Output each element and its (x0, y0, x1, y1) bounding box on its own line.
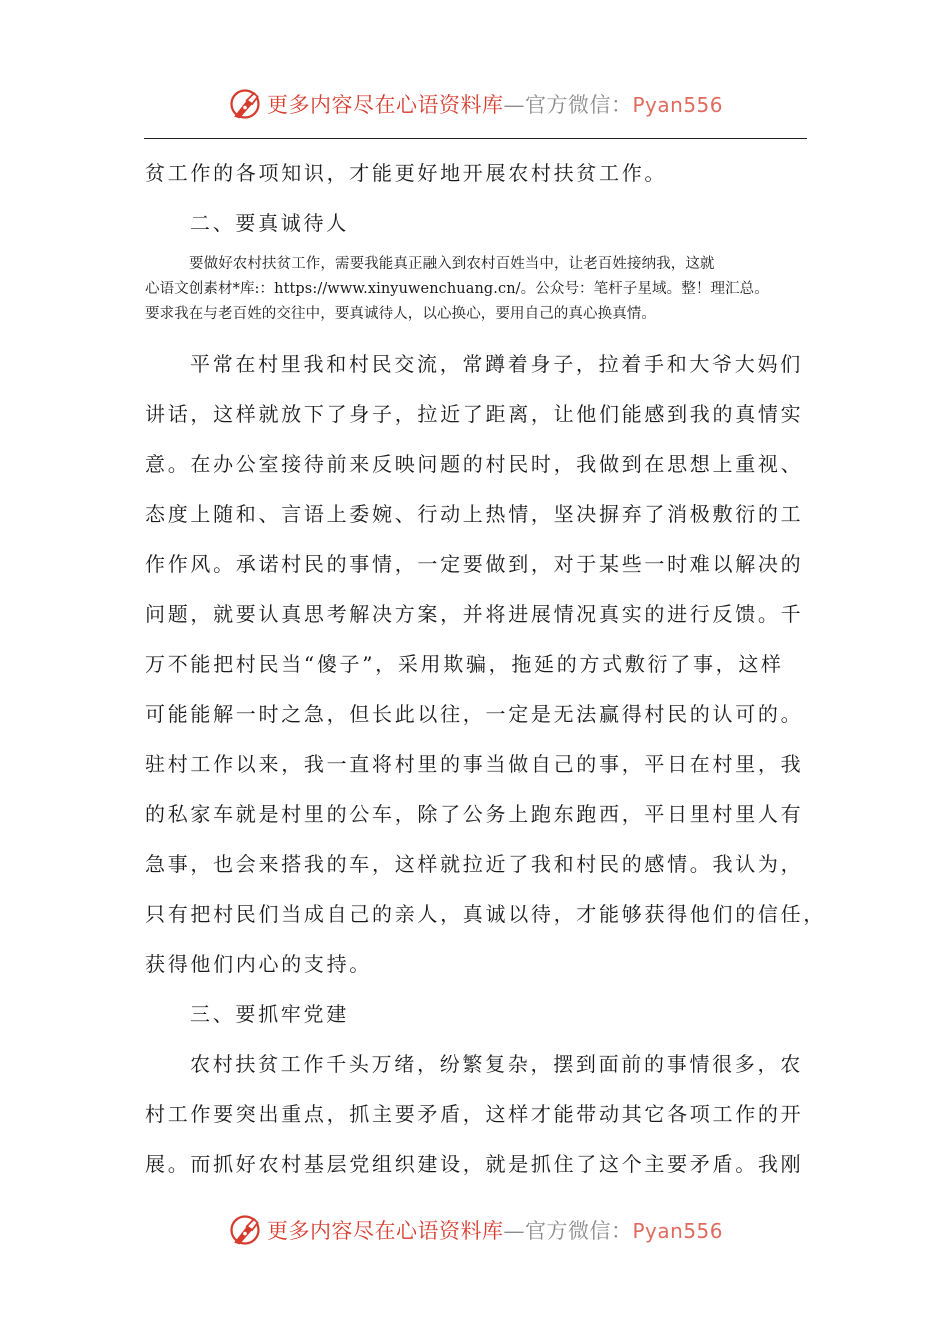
paragraph-line: 态度上随和、言语上委婉、行动上热情，坚决摒弃了消极敷衍的工 (145, 502, 804, 526)
banner-text (267, 89, 723, 119)
banner-part2: 官方微信： (524, 1219, 633, 1243)
header-divider (144, 138, 807, 139)
banner-wechat-id: Pyan556 (632, 1219, 723, 1243)
banner-part1: 更多内容尽在心语资料库 (266, 1219, 504, 1243)
banner-text (267, 1215, 723, 1245)
paragraph-line: 驻村工作以来，我一直将村里的事当做自己的事，平日在村里，我 (145, 752, 804, 776)
paragraph-continuation: 贫工作的各项知识，才能更好地开展农村扶贫工作。 (145, 161, 668, 185)
header-banner (0, 82, 950, 126)
paragraph-line: 问题，就要认真思考解决方案，并将进展情况真实的进行反馈。千 (145, 602, 804, 626)
pen-nib-logo-icon (227, 1212, 263, 1248)
paragraph-line: 农村扶贫工作千头万绪，纷繁复杂，摆到面前的事情很多，农 (190, 1052, 803, 1076)
paragraph-line: 村工作要突出重点，抓主要矛盾，这样才能带动其它各项工作的开 (145, 1102, 804, 1126)
pen-nib-logo-icon (227, 86, 263, 122)
paragraph-line: 急事，也会来搭我的车，这样就拉近了我和村民的感情。我认为， (145, 852, 804, 876)
small-text-block (145, 252, 810, 327)
paragraph-line: 的私家车就是村里的公车，除了公务上跑东跑西，平日里村里人有 (145, 802, 804, 826)
banner-dash: — (503, 93, 525, 117)
small-line-source: 心语文创素材*库:：https://www.xinyuwenchuang.cn/。公众号：笔杆子星域。整！理汇总。 (145, 281, 769, 297)
footer-banner (0, 1208, 950, 1252)
paragraph-line: 可能能解一时之急，但长此以往，一定是无法赢得村民的认可的。 (145, 702, 804, 726)
paragraph-line: 平常在村里我和村民交流，常蹲着身子，拉着手和大爷大妈们 (190, 352, 803, 376)
small-line: 要求我在与老百姓的交往中，要真诚待人，以心换心，要用自己的真心换真情。 (145, 306, 656, 322)
paragraph-line: 展。而抓好农村基层党组织建设，就是抓住了这个主要矛盾。我刚 (145, 1152, 804, 1176)
paragraph-line: 只有把村民们当成自己的亲人，真诚以待，才能够获得他们的信任， (145, 902, 826, 926)
small-line: 要做好农村扶贫工作，需要我能真正融入到农村百姓当中，让老百姓接纳我，这就 (189, 256, 715, 272)
paragraph-line: 作作风。承诺村民的事情，一定要做到，对于某些一时难以解决的 (145, 552, 804, 576)
paragraph-line: 获得他们内心的支持。 (145, 952, 372, 976)
banner-part1: 更多内容尽在心语资料库 (266, 93, 504, 117)
paragraph-line: 万不能把村民当“傻子”，采用欺骗，拖延的方式敷衍了事，这样 (145, 652, 784, 676)
banner-part2: 官方微信： (524, 93, 633, 117)
paragraph-line: 意。在办公室接待前来反映问题的村民时，我做到在思想上重视、 (145, 452, 804, 476)
section-heading-3: 三、要抓牢党建 (190, 1002, 349, 1026)
document-body (145, 148, 826, 1189)
banner-dash: — (503, 1219, 525, 1243)
banner-wechat-id: Pyan556 (632, 93, 723, 117)
section-heading-2: 二、要真诚待人 (190, 211, 349, 235)
paragraph-line: 讲话，这样就放下了身子，拉近了距离，让他们能感到我的真情实 (145, 402, 804, 426)
